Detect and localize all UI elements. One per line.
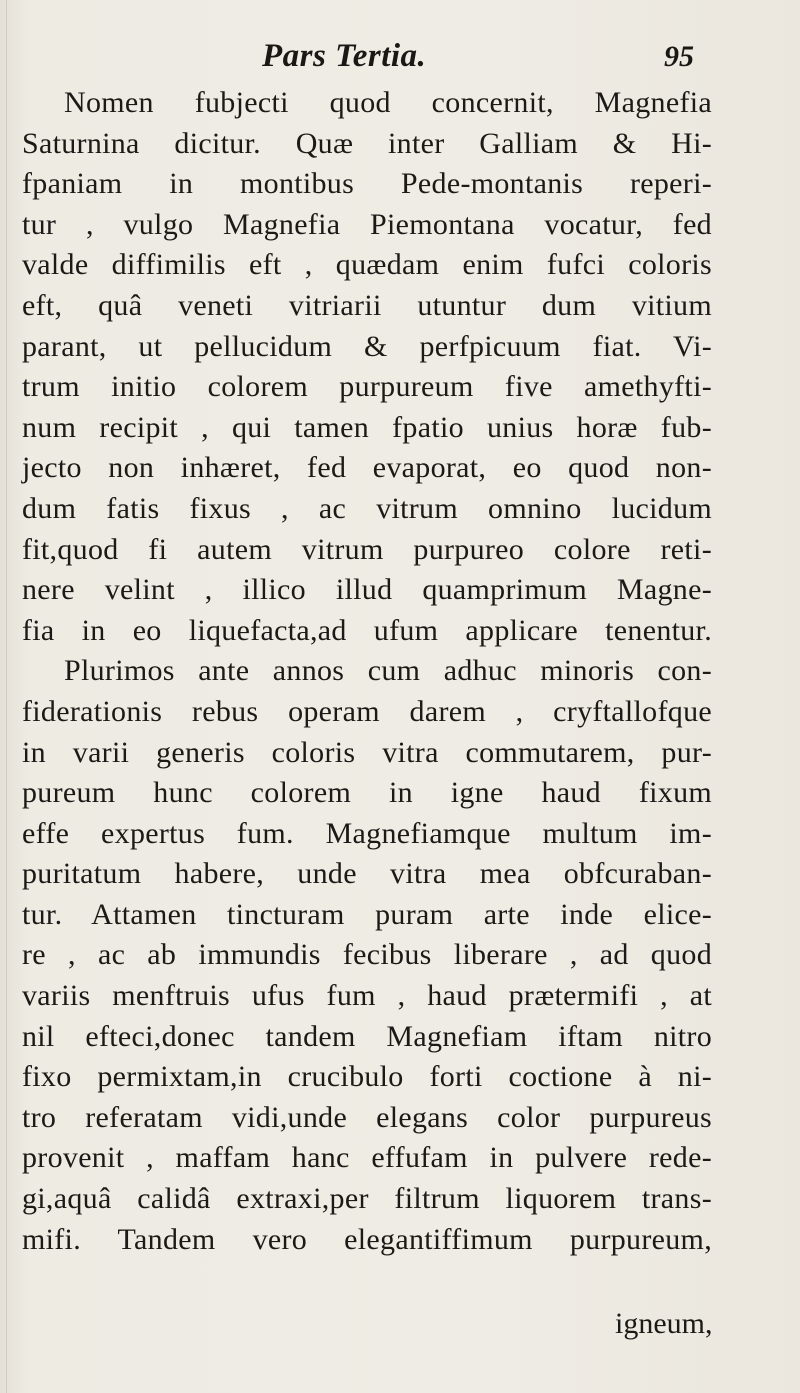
text-line: Nomen fubjecti quod concernit, Magnefia	[64, 86, 712, 119]
text-line: variis menftruis ufus fum , haud prætermifi , at	[22, 979, 712, 1013]
text-line: jecto non inhæret, fed evaporat, eo quod non-	[22, 451, 712, 485]
text-line: valde diffimilis eft , quædam enim fufci coloris	[22, 248, 712, 282]
text-line: mifi. Tandem vero elegantiffimum purpureum,	[22, 1222, 712, 1256]
text-line: fit,quod fi autem vitrum purpureo colore reti-	[22, 532, 712, 566]
text-line: trum initio colorem purpureum five amethyfti-	[22, 370, 712, 404]
text-line: num recipit , qui tamen fpatio unius horæ fub-	[22, 410, 712, 444]
text-line: gi,aquâ calidâ extraxi,per filtrum liquorem trans-	[22, 1182, 712, 1216]
text-line: tur. Attamen tincturam puram arte inde elice-	[22, 897, 712, 931]
text-line: re , ac ab immundis fecibus liberare , ad quod	[22, 938, 712, 972]
text-line: puritatum habere, unde vitra mea obfcuraban-	[22, 857, 712, 891]
page-number: 95	[664, 40, 694, 73]
text-line: eft, quâ veneti vitriarii utuntur dum vitium	[22, 288, 712, 322]
text-line: provenit , maffam hanc effufam in pulvere rede-	[22, 1141, 712, 1175]
text-line: effe expertus fum. Magnefiamque multum im-	[22, 816, 712, 850]
text-line: fia in eo liquefacta,ad ufum applicare tenentur.	[22, 613, 712, 647]
text-line: tur , vulgo Magnefia Piemontana vocatur, fed	[22, 207, 712, 241]
catchword: igneum,	[615, 1307, 713, 1340]
text-line: nere velint , illico illud quamprimum Magne-	[22, 573, 712, 607]
body-text	[22, 83, 712, 1260]
page-header	[0, 38, 800, 78]
text-line: parant, ut pellucidum & perfpicuum fiat. Vi-	[22, 329, 712, 363]
text-line: Plurimos ante annos cum adhuc minoris con-	[64, 654, 712, 688]
running-head: Pars Tertia.	[262, 38, 427, 74]
text-line: fiderationis rebus operam darem , cryftallofque	[22, 694, 712, 728]
page-gutter-edge	[6, 0, 7, 1393]
text-line: nil efteci,donec tandem Magnefiam iftam nitro	[22, 1019, 712, 1053]
text-line: fixo permixtam,in crucibulo forti coctione à ni-	[22, 1060, 712, 1094]
text-line: tro referatam vidi,unde elegans color purpureus	[22, 1100, 712, 1134]
text-line: Saturnina dicitur. Quæ inter Galliam & Hi-	[22, 126, 712, 160]
text-line: in varii generis coloris vitra commutarem, pur-	[22, 735, 712, 769]
text-line: pureum hunc colorem in igne haud fixum	[22, 776, 712, 810]
text-line: dum fatis fixus , ac vitrum omnino lucidum	[22, 491, 712, 525]
text-line: fpaniam in montibus Pede-montanis reperi-	[22, 167, 712, 201]
